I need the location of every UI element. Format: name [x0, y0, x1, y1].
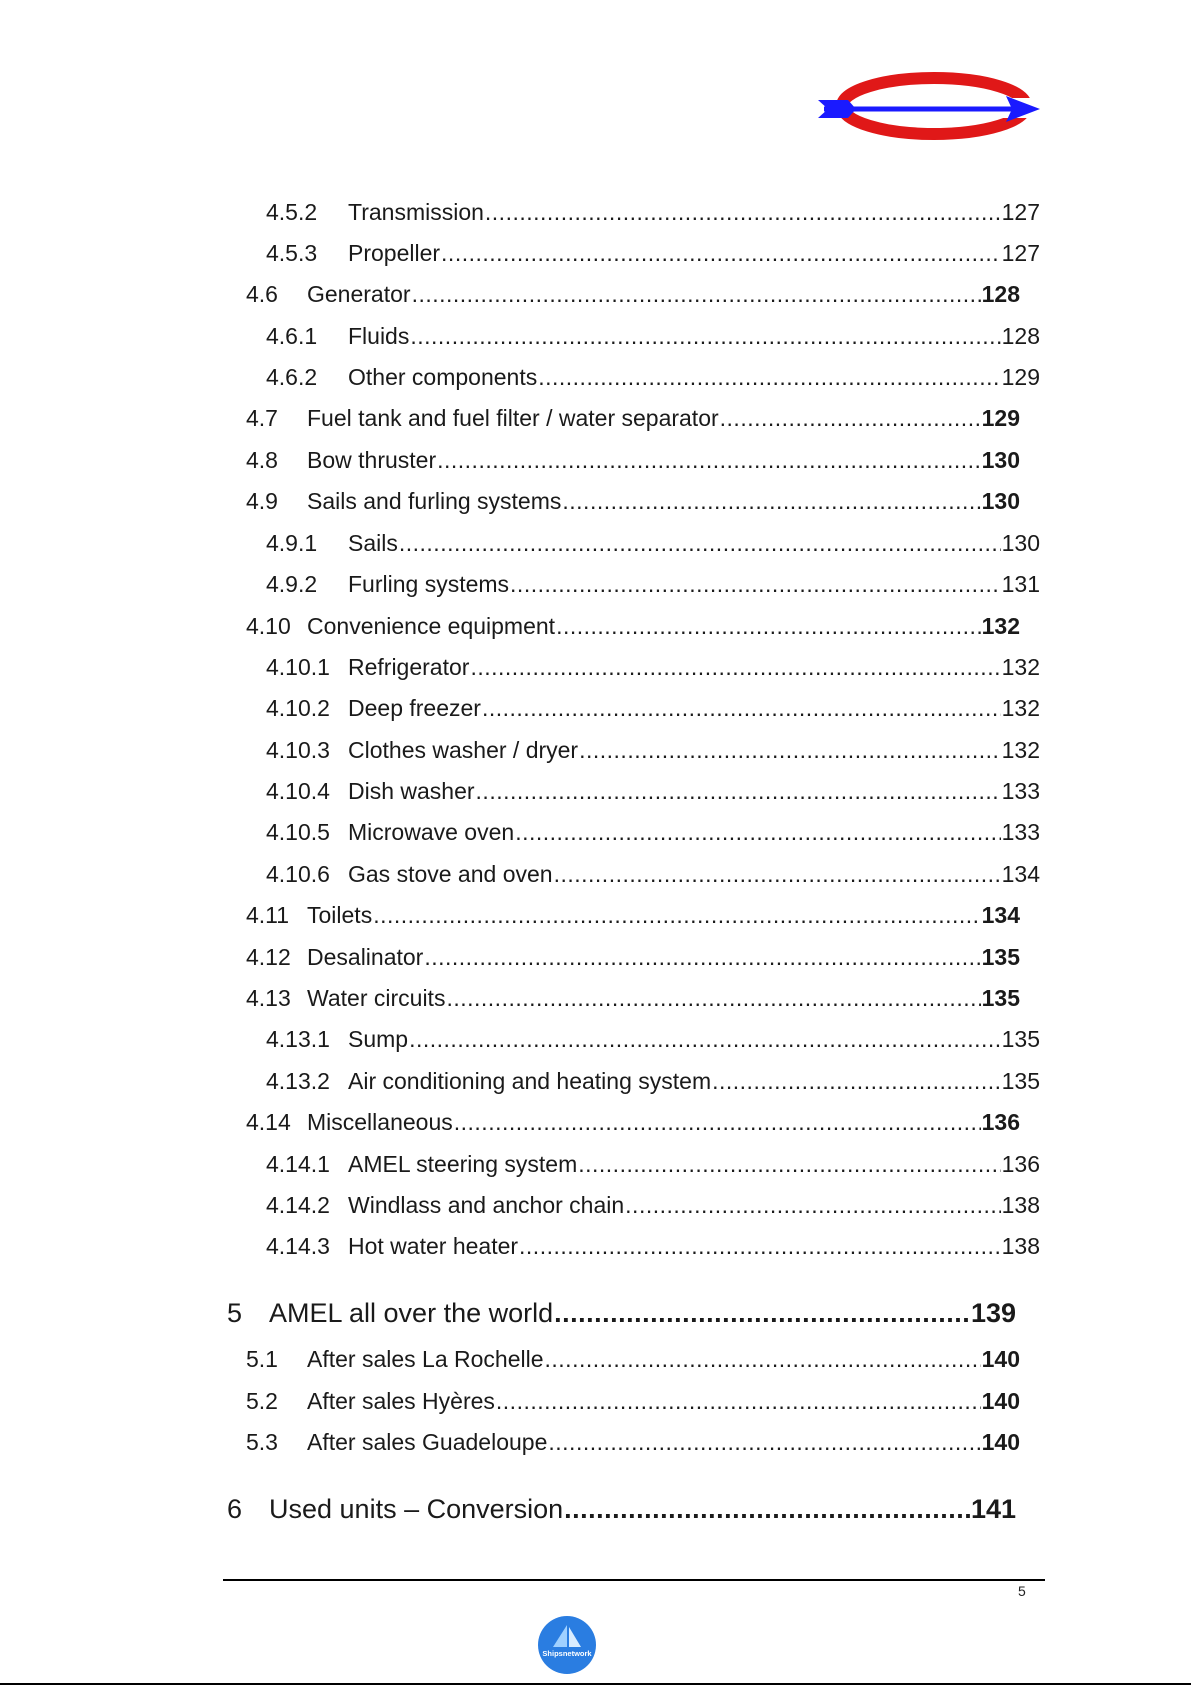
toc-entry[interactable] [266, 1026, 1040, 1053]
toc-entry-number: 6 [227, 1494, 243, 1524]
toc-entry-title: After sales Guadeloupe [307, 1429, 548, 1455]
toc-entry[interactable] [246, 281, 1020, 308]
toc-entry-title: Air conditioning and heating system [348, 1068, 712, 1094]
toc-entry-number: 4.14.3 [266, 1233, 330, 1259]
toc-entry-title: Clothes washer / dryer [348, 737, 579, 763]
toc-entry-number: 4.12 [246, 944, 291, 970]
toc-entry[interactable] [266, 1068, 1040, 1095]
toc-leader-dots [410, 323, 1000, 350]
toc-leader-dots [399, 530, 1001, 557]
toc-entry-title: Hot water heater [348, 1233, 519, 1259]
toc-entry-number: 4.10.3 [266, 737, 330, 763]
toc-leader-dots [720, 405, 981, 432]
toc-entry[interactable] [246, 613, 1020, 640]
toc-entry-page: 130 [981, 488, 1020, 514]
badge-label: Shipsnetwork [542, 1649, 592, 1658]
toc-entry[interactable] [266, 1151, 1040, 1178]
toc-entry-page: 129 [1001, 364, 1040, 390]
toc-entry-title: Generator [307, 281, 411, 307]
toc-leader-dots [409, 1026, 1001, 1053]
toc-entry-number: 4.10 [246, 613, 291, 639]
toc-entry-number: 4.10.6 [266, 861, 330, 887]
toc-entry-title: Gas stove and oven [348, 861, 553, 887]
toc-entry-page: 127 [1001, 199, 1040, 225]
toc-entry-page: 128 [1001, 323, 1040, 349]
toc-entry[interactable] [266, 819, 1040, 846]
toc-entry-page: 141 [970, 1494, 1016, 1524]
toc-entry[interactable] [246, 944, 1020, 971]
toc-entry-number: 4.7 [246, 405, 278, 431]
toc-entry[interactable] [266, 654, 1040, 681]
toc-entry[interactable] [227, 1298, 1016, 1329]
toc-entry-number: 4.10.1 [266, 654, 330, 680]
toc-entry-page: 139 [970, 1298, 1016, 1328]
toc-leader-dots [562, 488, 980, 515]
toc-entry[interactable] [266, 1233, 1040, 1260]
toc-entry-number: 4.13.1 [266, 1026, 330, 1052]
toc-leader-dots [412, 281, 981, 308]
toc-entry-title: Fluids [348, 323, 410, 349]
toc-entry[interactable] [246, 1388, 1020, 1415]
toc-entry-number: 5.3 [246, 1429, 278, 1455]
toc-entry-number: 4.14 [246, 1109, 291, 1135]
toc-entry-title: After sales La Rochelle [307, 1346, 544, 1372]
toc-leader-dots [510, 571, 1001, 598]
toc-leader-dots [485, 199, 1001, 226]
toc-leader-dots [556, 613, 981, 640]
toc-entry-number: 4.8 [246, 447, 278, 473]
toc-leader-dots [625, 1192, 1000, 1219]
toc-entry-page: 135 [981, 944, 1020, 970]
toc-entry-number: 4.13.2 [266, 1068, 330, 1094]
toc-entry-number: 5.2 [246, 1388, 278, 1414]
toc-entry[interactable] [246, 405, 1020, 432]
toc-entry[interactable] [266, 323, 1040, 350]
toc-leader-dots [437, 447, 981, 474]
toc-leader-dots [554, 861, 1001, 888]
toc-entry[interactable] [266, 364, 1040, 391]
toc-entry[interactable] [246, 985, 1020, 1012]
toc-leader-dots [554, 1298, 970, 1329]
toc-entry-page: 138 [1001, 1233, 1040, 1259]
toc-entry-number: 5.1 [246, 1346, 278, 1372]
toc-entry-page: 132 [1001, 695, 1040, 721]
toc-entry-page: 132 [981, 613, 1020, 639]
toc-leader-dots [454, 1109, 981, 1136]
toc-entry-title: Used units – Conversion [269, 1494, 564, 1524]
toc-entry-title: Fuel tank and fuel filter / water separator [307, 405, 719, 431]
toc-entry-number: 4.10.2 [266, 695, 330, 721]
toc-entry-number: 5 [227, 1298, 243, 1328]
toc-entry-page: 132 [1001, 737, 1040, 763]
toc-entry-page: 135 [1001, 1068, 1040, 1094]
toc-leader-dots [470, 654, 1000, 681]
toc-entry-number: 4.14.2 [266, 1192, 330, 1218]
toc-entry-page: 135 [981, 985, 1020, 1011]
shipsnetwork-sail-icon [537, 1615, 597, 1675]
toc-leader-dots [476, 778, 1001, 805]
toc-entry[interactable] [246, 1109, 1020, 1136]
toc-entry[interactable] [266, 199, 1040, 226]
toc-leader-dots [579, 737, 1001, 764]
toc-entry-page: 129 [981, 405, 1020, 431]
toc-entry-title: Propeller [348, 240, 441, 266]
toc-entry-page: 133 [1001, 778, 1040, 804]
toc-entry-title: Toilets [307, 902, 373, 928]
toc-entry-page: 128 [981, 281, 1020, 307]
toc-leader-dots [482, 695, 1001, 722]
toc-entry-page: 132 [1001, 654, 1040, 680]
toc-entry-page: 130 [1001, 530, 1040, 556]
toc-entry-title: Windlass and anchor chain [348, 1192, 625, 1218]
toc-entry-title: AMEL steering system [348, 1151, 578, 1177]
toc-leader-dots [424, 944, 980, 971]
toc-entry-number: 4.10.5 [266, 819, 330, 845]
toc-entry-number: 4.10.4 [266, 778, 330, 804]
toc-leader-dots [441, 240, 1001, 267]
toc-entry-title: Deep freezer [348, 695, 481, 721]
toc-entry-title: Desalinator [307, 944, 424, 970]
toc-entry-title: Sails and furling systems [307, 488, 562, 514]
toc-entry-title: Other components [348, 364, 538, 390]
toc-entry-page: 134 [1001, 861, 1040, 887]
toc-entry-number: 4.9 [246, 488, 278, 514]
toc-entry[interactable] [266, 1192, 1040, 1219]
toc-entry-page: 131 [1001, 571, 1040, 597]
toc-entry-page: 140 [981, 1346, 1020, 1372]
toc-entry-title: Furling systems [348, 571, 510, 597]
toc-entry[interactable] [227, 1494, 1016, 1525]
toc-leader-dots [712, 1068, 1001, 1095]
toc-entry[interactable] [246, 1346, 1020, 1373]
toc-entry-title: Microwave oven [348, 819, 515, 845]
toc-entry-title: Bow thruster [307, 447, 437, 473]
toc-entry-title: AMEL all over the world [269, 1298, 554, 1328]
toc-entry-title: Convenience equipment [307, 613, 556, 639]
toc-entry-title: Miscellaneous [307, 1109, 453, 1135]
toc-entry-title: Sump [348, 1026, 409, 1052]
toc-entry-page: 136 [1001, 1151, 1040, 1177]
toc-leader-dots [564, 1494, 970, 1525]
toc-leader-dots [446, 985, 980, 1012]
toc-entry-title: Refrigerator [348, 654, 470, 680]
toc-entry[interactable] [246, 488, 1020, 515]
toc-entry[interactable] [266, 778, 1040, 805]
footer-rule [223, 1579, 1045, 1581]
toc-entry-title: After sales Hyères [307, 1388, 495, 1414]
toc-entry-number: 4.14.1 [266, 1151, 330, 1177]
toc-entry-number: 4.13 [246, 985, 291, 1011]
toc-entry[interactable] [246, 447, 1020, 474]
toc-leader-dots [373, 902, 980, 929]
toc-entry-page: 136 [981, 1109, 1020, 1135]
toc-entry[interactable] [266, 240, 1040, 267]
toc-leader-dots [519, 1233, 1001, 1260]
toc-entry-number: 4.9.2 [266, 571, 318, 597]
toc-entry-title: Transmission [348, 199, 484, 225]
toc-entry-title: Dish washer [348, 778, 475, 804]
toc-entry[interactable] [246, 1429, 1020, 1456]
toc-entry-number: 4.11 [246, 902, 290, 928]
toc-entry-number: 4.5.3 [266, 240, 318, 266]
toc-entry[interactable] [266, 695, 1040, 722]
toc-entry-title: Water circuits [307, 985, 446, 1011]
toc-entry-number: 4.5.2 [266, 199, 318, 225]
toc-leader-dots [545, 1346, 981, 1373]
toc-entry[interactable] [266, 530, 1040, 557]
toc-entry[interactable] [246, 902, 1020, 929]
toc-entry-number: 4.6.1 [266, 323, 318, 349]
toc-entry-number: 4.6 [246, 281, 278, 307]
toc-leader-dots [538, 364, 1000, 391]
toc-leader-dots [515, 819, 1000, 846]
toc-entry-number: 4.9.1 [266, 530, 318, 556]
toc-entry-page: 138 [1001, 1192, 1040, 1218]
toc-entry-page: 133 [1001, 819, 1040, 845]
toc-entry-number: 4.6.2 [266, 364, 318, 390]
toc-entry-page: 130 [981, 447, 1020, 473]
toc-leader-dots [548, 1429, 980, 1456]
toc-entry-page: 134 [981, 902, 1020, 928]
toc-entry[interactable] [266, 737, 1040, 764]
toc-entry[interactable] [266, 861, 1040, 888]
toc-entry[interactable] [266, 571, 1040, 598]
toc-entry-title: Sails [348, 530, 398, 556]
toc-entry-page: 140 [981, 1429, 1020, 1455]
toc-entry-page: 135 [1001, 1026, 1040, 1052]
page-number: 5 [1018, 1583, 1026, 1599]
toc-leader-dots [496, 1388, 981, 1415]
toc-entry-page: 127 [1001, 240, 1040, 266]
toc-leader-dots [578, 1151, 1000, 1178]
toc-entry-page: 140 [981, 1388, 1020, 1414]
